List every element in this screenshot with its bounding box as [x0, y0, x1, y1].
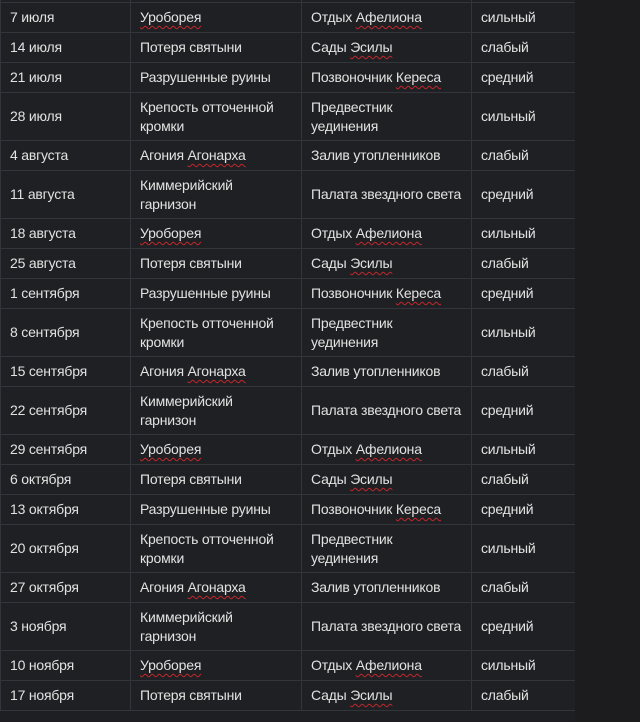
location-cell: [302, 3, 472, 33]
location-cell: [302, 603, 472, 651]
location-cell: [302, 141, 472, 171]
difficulty-cell: сильный: [472, 309, 576, 357]
date-cell: 6 октября: [1, 465, 131, 495]
text-segment: Залив утопленников: [311, 363, 441, 379]
date-cell: 13 октября: [1, 495, 131, 525]
date-cell: 11 августа: [1, 171, 131, 219]
misspelled-word: Афелиона: [355, 225, 422, 241]
date-cell: 28 июля: [1, 93, 131, 141]
table-row: [1, 171, 576, 219]
misspelled-word: Эсилы: [350, 39, 393, 55]
table-row: [1, 63, 576, 93]
location-cell: [302, 357, 472, 387]
date-cell: 3 ноября: [1, 603, 131, 651]
difficulty-cell: слабый: [472, 33, 576, 63]
difficulty-cell: средний: [472, 279, 576, 309]
text-segment: Разрушенные руины: [140, 501, 271, 517]
difficulty-cell: сильный: [472, 3, 576, 33]
text-segment: Агония: [140, 147, 188, 163]
table-body: [1, 0, 576, 711]
text-segment: Палата звездного света: [311, 186, 462, 202]
location-cell: [302, 435, 472, 465]
dungeon-cell: [131, 33, 302, 63]
dungeon-cell: [131, 603, 302, 651]
misspelled-word: Эсилы: [350, 255, 393, 271]
misspelled-word: Агонарха: [187, 579, 246, 595]
dungeon-cell: [131, 219, 302, 249]
dungeon-cell: [131, 3, 302, 33]
text-segment: Отдых: [311, 225, 356, 241]
location-cell: [302, 525, 472, 573]
misspelled-word: Эсилы: [350, 687, 393, 703]
dungeon-cell: [131, 495, 302, 525]
text-segment: Крепость отточенной кромки: [140, 98, 274, 134]
text-segment: Отдых: [311, 9, 356, 25]
text-segment: Киммерийский гарнизон: [140, 392, 233, 428]
side-panel: [575, 0, 640, 722]
misspelled-word: Агонарха: [187, 363, 246, 379]
date-cell: 21 июля: [1, 63, 131, 93]
difficulty-cell: сильный: [472, 219, 576, 249]
table-row: [1, 309, 576, 357]
table-row: [1, 573, 576, 603]
dungeon-cell: [131, 435, 302, 465]
difficulty-cell: слабый: [472, 465, 576, 495]
difficulty-cell: средний: [472, 387, 576, 435]
text-segment: Предвестник уединения: [311, 530, 393, 566]
location-cell: [302, 63, 472, 93]
location-cell: [302, 465, 472, 495]
dungeon-cell: [131, 93, 302, 141]
text-segment: Отдых: [311, 657, 356, 673]
difficulty-cell: слабый: [472, 573, 576, 603]
date-cell: 15 сентября: [1, 357, 131, 387]
text-segment: Залив утопленников: [311, 147, 441, 163]
text-segment: Залив утопленников: [311, 579, 441, 595]
table-row: [1, 3, 576, 33]
table-row: [1, 93, 576, 141]
difficulty-cell: сильный: [472, 525, 576, 573]
text-segment: Предвестник уединения: [311, 314, 393, 350]
dungeon-cell: [131, 573, 302, 603]
location-cell: [302, 681, 472, 711]
table-row: [1, 249, 576, 279]
date-cell: 8 сентября: [1, 309, 131, 357]
text-segment: Разрушенные руины: [140, 285, 271, 301]
date-cell: 18 августа: [1, 219, 131, 249]
dungeon-cell: [131, 525, 302, 573]
misspelled-word: Афелиона: [355, 441, 422, 457]
location-cell: [302, 651, 472, 681]
text-segment: Потеря святыни: [140, 39, 242, 55]
date-cell: 10 ноября: [1, 651, 131, 681]
text-segment: Агония: [140, 579, 188, 595]
misspelled-word: Кереса: [395, 69, 441, 85]
difficulty-cell: средний: [472, 603, 576, 651]
text-segment: Крепость отточенной кромки: [140, 530, 274, 566]
location-cell: [302, 387, 472, 435]
dungeon-cell: [131, 309, 302, 357]
table-row: [1, 495, 576, 525]
difficulty-cell: слабый: [472, 249, 576, 279]
misspelled-word: Уроборея: [140, 9, 202, 25]
date-cell: 17 ноября: [1, 681, 131, 711]
table-row: [1, 435, 576, 465]
location-cell: [302, 93, 472, 141]
difficulty-cell: сильный: [472, 435, 576, 465]
location-cell: [302, 309, 472, 357]
difficulty-cell: слабый: [472, 681, 576, 711]
date-cell: 4 августа: [1, 141, 131, 171]
text-segment: Сады: [311, 687, 351, 703]
dungeon-cell: [131, 357, 302, 387]
location-cell: [302, 33, 472, 63]
text-segment: Позвоночник: [311, 501, 396, 517]
dungeon-cell: [131, 465, 302, 495]
dungeon-cell: [131, 279, 302, 309]
dungeon-cell: [131, 63, 302, 93]
difficulty-cell: сильный: [472, 651, 576, 681]
location-cell: [302, 249, 472, 279]
misspelled-word: Уроборея: [140, 657, 202, 673]
location-cell: [302, 171, 472, 219]
date-cell: 25 августа: [1, 249, 131, 279]
dungeon-cell: [131, 651, 302, 681]
table-row: [1, 681, 576, 711]
text-segment: Палата звездного света: [311, 618, 462, 634]
location-cell: [302, 279, 472, 309]
date-cell: 29 сентября: [1, 435, 131, 465]
difficulty-cell: средний: [472, 495, 576, 525]
table-row: [1, 465, 576, 495]
difficulty-cell: сильный: [472, 93, 576, 141]
text-segment: Разрушенные руины: [140, 69, 271, 85]
date-cell: 7 июля: [1, 3, 131, 33]
difficulty-cell: слабый: [472, 141, 576, 171]
misspelled-word: Уроборея: [140, 225, 202, 241]
difficulty-cell: средний: [472, 171, 576, 219]
text-segment: Сады: [311, 39, 351, 55]
location-cell: [302, 495, 472, 525]
text-segment: Палата звездного света: [311, 402, 462, 418]
table-row: [1, 603, 576, 651]
text-segment: Сады: [311, 471, 351, 487]
dungeon-cell: [131, 681, 302, 711]
table-row: [1, 141, 576, 171]
text-segment: Отдых: [311, 441, 356, 457]
misspelled-word: Уроборея: [140, 441, 202, 457]
table-row: [1, 525, 576, 573]
dungeon-cell: [131, 141, 302, 171]
table-row: [1, 357, 576, 387]
date-cell: 14 июля: [1, 33, 131, 63]
text-segment: Предвестник уединения: [311, 98, 393, 134]
text-segment: Потеря святыни: [140, 255, 242, 271]
table-row: [1, 33, 576, 63]
dungeon-cell: [131, 387, 302, 435]
table-row: [1, 387, 576, 435]
text-segment: Позвоночник: [311, 69, 396, 85]
misspelled-word: Кереса: [395, 501, 441, 517]
date-cell: 1 сентября: [1, 279, 131, 309]
location-cell: [302, 219, 472, 249]
misspelled-word: Эсилы: [350, 471, 393, 487]
difficulty-cell: слабый: [472, 357, 576, 387]
location-cell: [302, 573, 472, 603]
misspelled-word: Афелиона: [355, 9, 422, 25]
text-segment: Киммерийский гарнизон: [140, 608, 233, 644]
table-row: [1, 651, 576, 681]
misspelled-word: Агонарха: [187, 147, 246, 163]
text-segment: Потеря святыни: [140, 471, 242, 487]
table-row: [1, 279, 576, 309]
dungeon-cell: [131, 249, 302, 279]
dungeon-cell: [131, 171, 302, 219]
text-segment: Позвоночник: [311, 285, 396, 301]
misspelled-word: Кереса: [395, 285, 441, 301]
text-segment: Потеря святыни: [140, 687, 242, 703]
misspelled-word: Афелиона: [355, 657, 422, 673]
table-row: [1, 219, 576, 249]
text-segment: Крепость отточенной кромки: [140, 314, 274, 350]
text-segment: Киммерийский гарнизон: [140, 176, 233, 212]
date-cell: 20 октября: [1, 525, 131, 573]
difficulty-cell: средний: [472, 63, 576, 93]
text-segment: Сады: [311, 255, 351, 271]
text-segment: Агония: [140, 363, 188, 379]
date-cell: 22 сентября: [1, 387, 131, 435]
date-cell: 27 октября: [1, 573, 131, 603]
